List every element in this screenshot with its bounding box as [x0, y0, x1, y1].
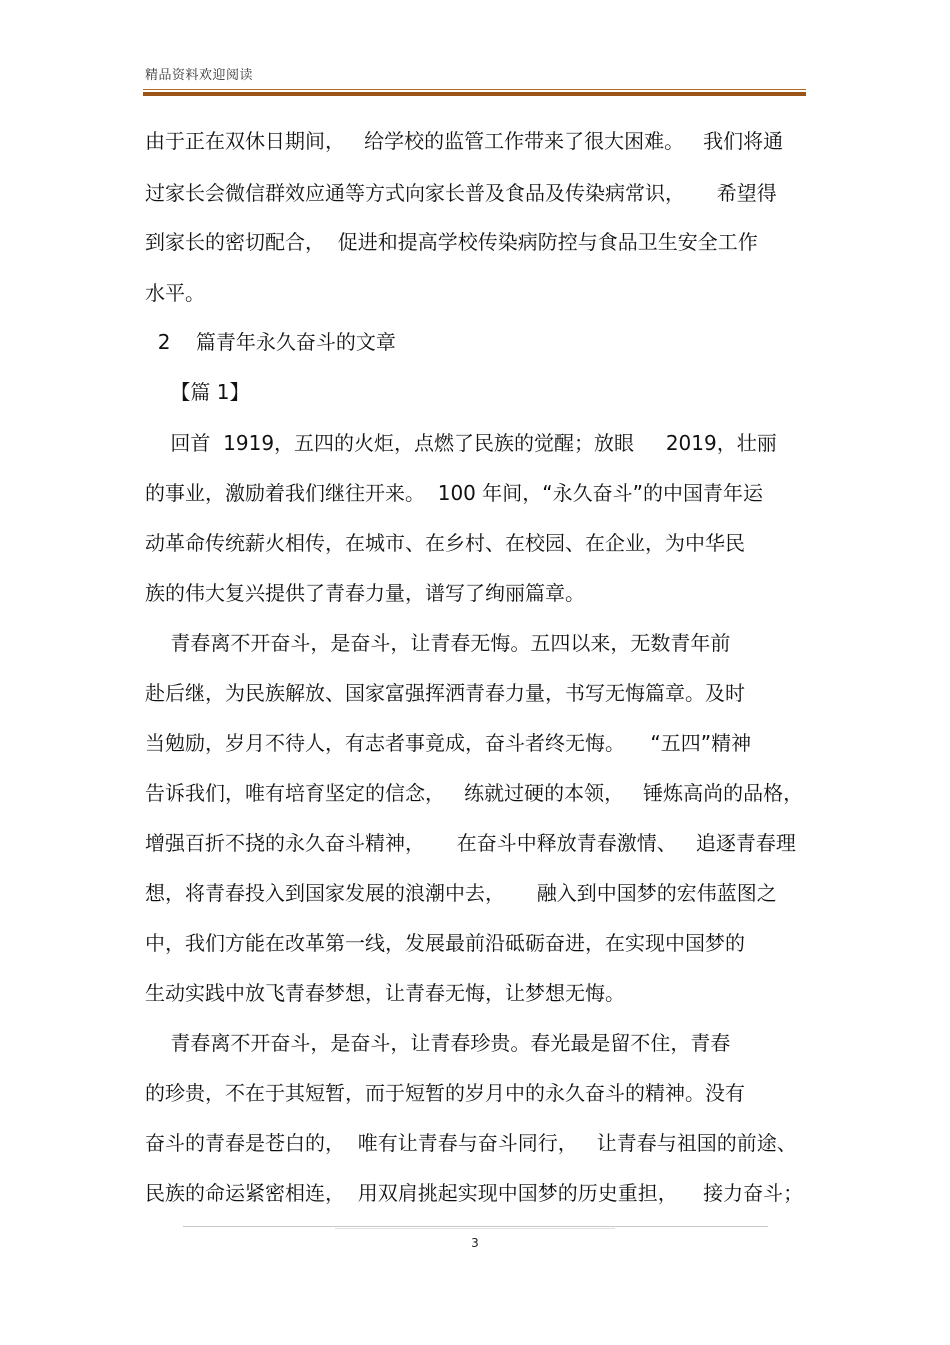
- body-line: 水平。: [145, 281, 205, 305]
- body-line: 想，将青春投入到国家发展的浪潮中去， 融入到中国梦的宏伟蓝图之: [145, 881, 777, 905]
- section-title: 2 篇青年永久奋斗的文章: [145, 330, 396, 354]
- body-line: 当勉励，岁月不待人，有志者事竟成，奋斗者终无悔。 “五四”精神: [145, 731, 752, 755]
- body-line: 回首 1919，五四的火炬，点燃了民族的觉醒；放眼 2019，壮丽: [145, 431, 777, 455]
- body-line: 由于正在双休日期间， 给学校的监管工作带来了很大困难。 我们将通: [145, 129, 784, 153]
- body-line: 奋斗的青春是苍白的， 唯有让青春与奋斗同行， 让青春与祖国的前途、: [145, 1131, 797, 1155]
- body-line: 告诉我们，唯有培育坚定的信念， 练就过硬的本领， 锤炼高尚的品格，: [145, 781, 804, 805]
- body-line: 青春离不开奋斗，是奋斗，让青春无悔。五四以来，无数青年前: [145, 631, 731, 655]
- body-line: 生动实践中放飞青春梦想，让青春无悔，让梦想无悔。: [145, 981, 625, 1005]
- body-line: 动革命传统薪火相传，在城市、在乡村、在校园、在企业，为中华民: [145, 531, 745, 555]
- body-line: 赴后继，为民族解放、国家富强挥洒青春力量，书写无悔篇章。及时: [145, 681, 745, 705]
- header-text: 精品资料欢迎阅读: [145, 68, 254, 83]
- header-rule-thin: [143, 89, 806, 90]
- body-line: 到家长的密切配合， 促进和提高学校传染病防控与食品卫生安全工作: [145, 230, 758, 254]
- page-number: 3: [471, 1236, 479, 1250]
- footer-rule-shadow: [335, 1228, 615, 1229]
- body-line: 的事业，激励着我们继往开来。 100 年间，“永久奋斗”的中国青年运: [145, 481, 763, 505]
- header-rule-thick: [143, 92, 806, 96]
- footer-rule: [183, 1226, 768, 1227]
- body-line: 青春离不开奋斗，是奋斗，让青春珍贵。春光最是留不住，青春: [145, 1031, 731, 1055]
- body-line: 增强百折不挠的永久奋斗精神， 在奋斗中释放青春激情、 追逐青春理: [145, 831, 796, 855]
- body-line: 民族的命运紧密相连， 用双肩挑起实现中国梦的历史重担， 接力奋斗；: [145, 1181, 804, 1205]
- article-heading: 【篇 1】: [145, 380, 250, 404]
- body-line: 族的伟大复兴提供了青春力量，谱写了绚丽篇章。: [145, 581, 585, 605]
- body-line: 中，我们方能在改革第一线，发展最前沿砥砺奋进，在实现中国梦的: [145, 931, 745, 955]
- body-line: 过家长会微信群效应通等方式向家长普及食品及传染病常识， 希望得: [145, 181, 777, 205]
- body-line: 的珍贵，不在于其短暂，而于短暂的岁月中的永久奋斗的精神。没有: [145, 1081, 745, 1105]
